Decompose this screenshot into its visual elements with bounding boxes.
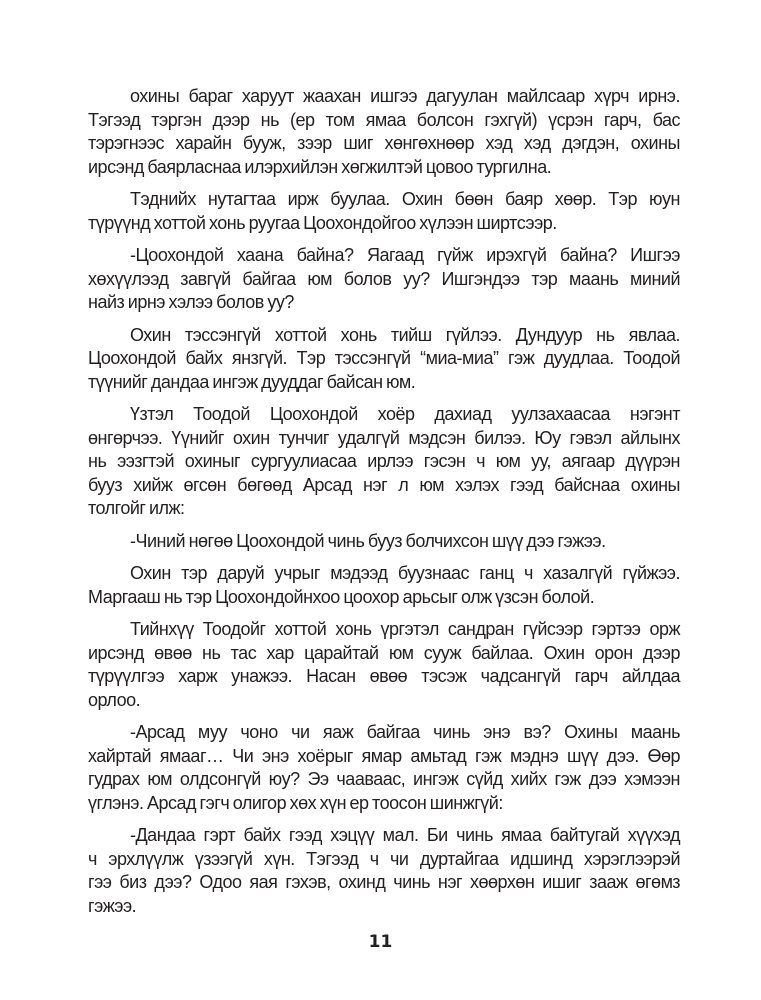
text-line: ч эрхлүүлж үзээгүй хүн. Тэгээд ч чи дуртайгаа идшинд хэрэглээрэй [88, 848, 680, 869]
text-line: ирсэнд баярласнаа илэрхийлэн хөгжилтэй цовоо тургилна. [88, 156, 552, 177]
text-line: -Чиний нөгөө Цоохондой чинь бууз болчихсон шүү дээ гэжээ. [130, 530, 606, 551]
text-line: Тийнхүү Тоодойг хоттой хонь үргэтэл сандран гүйсээр гэртээ орж [130, 619, 680, 639]
text-line: бууз хийж өгсөн бөгөөд Арсад нэг л юм хэлэх гээд байснаа охины [88, 474, 680, 495]
text-line: Тэднийх нутагтаа ирж буулаа. Охин бөөн баяр хөөр. Тэр юун [130, 189, 680, 209]
text-line: Охин тэр даруй учрыг мэдээд буузнаас ганц ч хазалгүй гүйжээ. [130, 563, 680, 583]
text-line: Цоохондой байх янзгүй. Тэр тэссэнгүй “миа-миа” гэж дуудлаа. Тоодой [88, 348, 680, 368]
text-line: гэжээ. [88, 895, 137, 916]
text-line: өнгөрчээ. Үүнийг охин тунчиг удалгүй мэдсэн билээ. Юу гэвэл айлынх [88, 427, 680, 448]
paragraph [88, 530, 680, 554]
text-line: -Цоохондой хаана байна? Яагаад гүйж ирэхгүй байна? Ишгээ [130, 245, 680, 265]
text-line: орлоо. [88, 689, 141, 710]
text-line: ирсэнд өвөө нь тас хар царайтай юм сууж байлаа. Охин орон дээр [88, 642, 680, 663]
text-line: нь ээзгтэй охиныг сургуулиасаа ирлээ гэсэн ч юм уу, аягаар дүүрэн [88, 451, 680, 471]
text-line: гээ биз дээ? Одоо яая гэхэв, охинд чинь нэг хөөрхөн ишиг зааж өгөмз [88, 872, 680, 892]
paragraph [88, 721, 680, 815]
text-line: охины бараг харуут жаахан ишгээ дагуулан майлсаар хүрч ирнэ. [130, 86, 680, 106]
text-line: түрүүнд хоттой хонь руугаа Цоохондойгоо хүлээн ширтсээр. [88, 212, 557, 233]
paragraph [88, 618, 680, 712]
paragraph [88, 562, 680, 609]
text-line: хайртай ямааг… Чи энэ хоёрыг ямар амьтад гэж мэднэ шүү дээ. Өөр [88, 745, 680, 766]
text-line: толгойг илж: [88, 498, 185, 518]
paragraph [88, 403, 680, 521]
paragraph [88, 188, 680, 235]
text-line: -Дандаа гэрт байх гээд хэцүү мал. Би чинь ямаа байтугай хүүхэд [130, 825, 680, 845]
paragraph [88, 85, 680, 179]
text-line: тэрэгнээс харайн бууж, зээр шиг хөнгөхнөөр хэд хэд дэгдэн, охины [88, 133, 680, 153]
text-line: Тэгээд тэргэн дээр нь (ер том ямаа болсон гэхгүй) үсрэн гарч, бас [88, 109, 680, 130]
text-line: найз ирнэ хэлээ болов уу? [88, 292, 294, 312]
text-line: үглэнэ. Арсад гэгч олигор хөх хүн ер тоосон шинжгүй: [88, 792, 503, 813]
paragraph [88, 824, 680, 918]
page-body [88, 85, 680, 927]
text-line: түрүүлгээ харж унажээ. Насан өвөө тэсэж чадсангүй гарч айлдаа [88, 666, 680, 686]
paragraph [88, 244, 680, 315]
text-line: хөхүүлээд завгүй байгаа юм болов уу? Ишгэндээ тэр маань миний [88, 268, 680, 289]
text-line: -Арсад муу чоно чи яаж байгаа чинь энэ вэ? Охины маань [130, 722, 680, 742]
paragraph [88, 324, 680, 395]
text-line: гудрах юм олдсонгүй юу? Ээ чааваас, ингэж сүйд хийх гэж дээ хэмээн [88, 769, 680, 789]
page-number: 11 [368, 932, 393, 952]
text-line: түүнийг дандаа ингэж дууддаг байсан юм. [88, 371, 416, 392]
text-line: Охин тэссэнгүй хоттой хонь тийш гүйлээ. Дундуур нь явлаа. [130, 324, 680, 345]
text-line: Маргааш нь тэр Цоохондойнхоо цоохор арьсыг олж үзсэн болой. [88, 586, 595, 607]
text-line: Үзтэл Тоодой Цоохондой хоёр дахиад уулзахаасаа нэгэнт [130, 404, 680, 424]
